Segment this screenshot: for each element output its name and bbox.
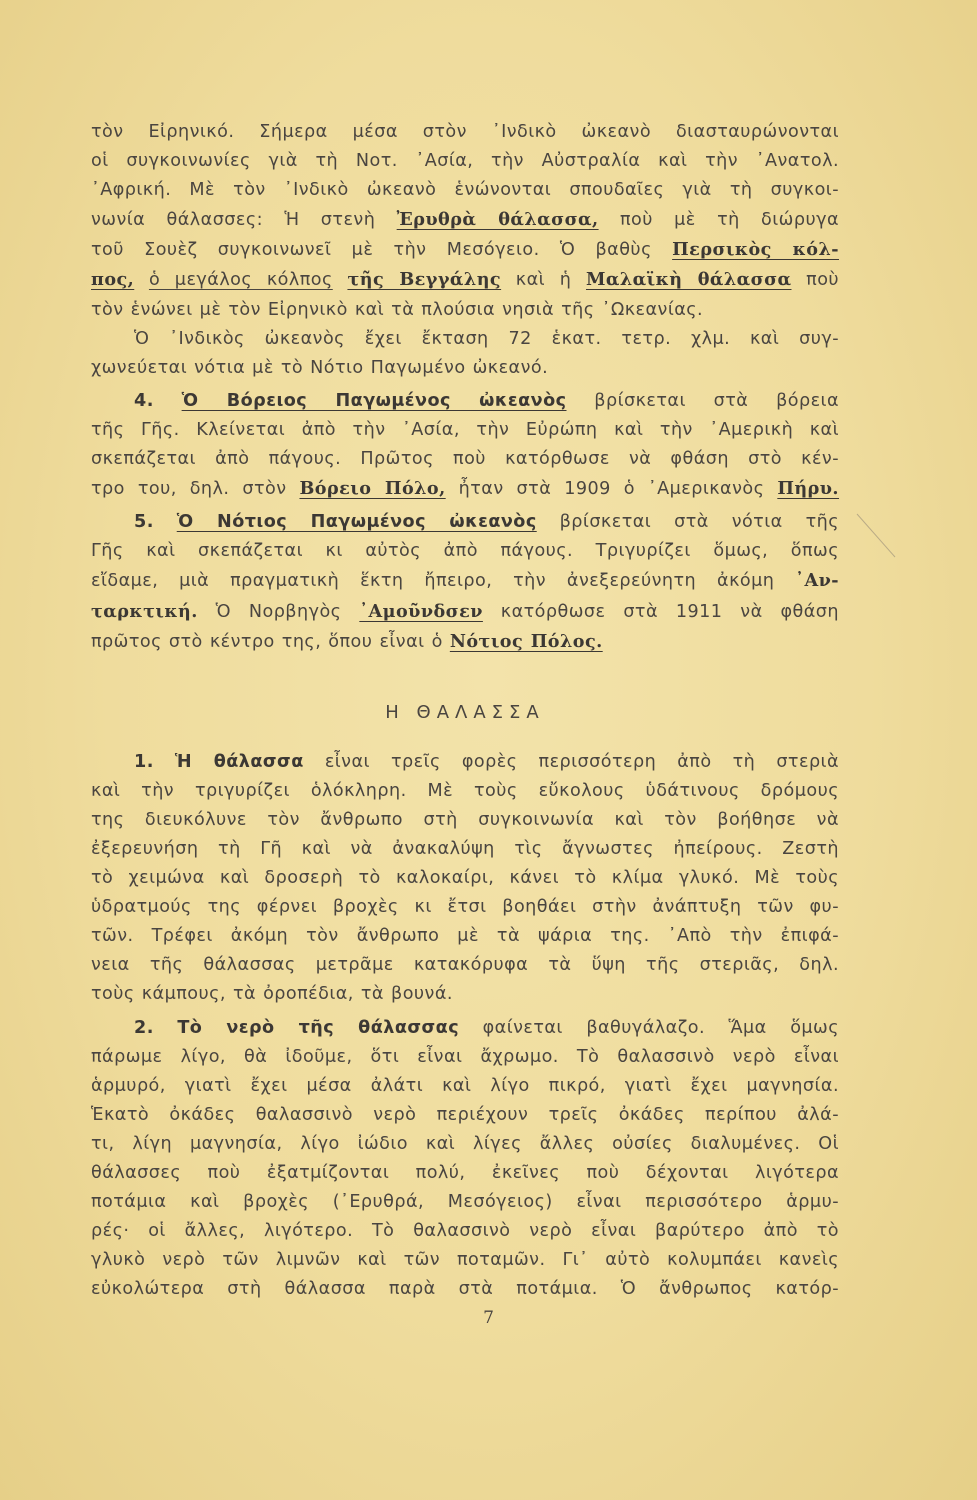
page-text (91, 118, 839, 1304)
text-line: 4. Ὁ Βόρειος Παγωμένος ὠκεανὸς βρίσκεται στὰ βόρεια (134, 390, 840, 411)
text-line: πος, ὁ μεγάλος κόλπος τῆς Βεγγάλης καὶ ἡ Μαλαϊκὴ θάλασσα ποὺ (91, 269, 840, 291)
section-heading: Η ΘΑΛΑΣΣΑ (385, 701, 545, 723)
text-line: εὐκολώτερα στὴ θάλασσα παρὰ στὰ ποτάμια. Ὁ ἄνθρωπος κατόρ- (91, 1279, 839, 1300)
term-bay-of-bengal: τῆς Βεγγάλης (347, 269, 502, 291)
term-north-pole: Βόρειο Πόλο, (299, 478, 446, 500)
text-line: χωνεύεται νότια μὲ τὸ Νότιο Παγωμένο ὠκεανό. (91, 357, 549, 378)
text-line: νεια τῆς θάλασσας μετρᾶμε κατακόρυφα τὰ ὕψη τῆς στεριᾶς, δηλ. (91, 955, 839, 976)
text-line: τὸ χειμώνα καὶ δροσερὴ τὸ καλοκαίρι, κάνει τὸ κλίμα γλυκό. Μὲ τοὺς (91, 868, 839, 889)
text-line: 1. Ἡ θάλασσα εἶναι τρεῖς φορὲς περισσότερη ἀπὸ τὴ στεριὰ (134, 751, 840, 772)
term-persian-gulf: Περσικὸς κόλ- (672, 239, 839, 261)
text-line: τοῦ Σουὲζ συγκοινωνεῖ μὲ τὴν Μεσόγειο. Ὁ βαθὺς Περσικὸς κόλ- (91, 239, 839, 261)
text-line: τῆς Γῆς. Κλείνεται ἀπὸ τὴν ᾽Ασία, τὴν Εὐρώπη καὶ τὴν ᾽Αμερικὴ καὶ (91, 419, 839, 440)
page-number: 7 (483, 1308, 494, 1328)
text-line: νωνία θάλασσες: Ἡ στενὴ Ἐρυθρὰ θάλασσα, ποὺ μὲ τὴ διώρυγα (91, 209, 840, 231)
text-line: πρῶτος στὸ κέντρο της, ὅπου εἶναι ὁ Νότιος Πόλος. (91, 630, 603, 652)
text-line: θάλασσες ποὺ ἐξατμίζονται πολύ, ἐκεῖνες ποὺ δέχονται λιγότερα (91, 1163, 839, 1183)
text-line: γλυκὸ νερὸ τῶν λιμνῶν καὶ τῶν ποταμῶν. Γι᾽ αὐτὸ κολυμπάει κανεὶς (91, 1250, 839, 1271)
text-line: 2. Τὸ νερὸ τῆς θάλασσας φαίνεται βαθυγάλαζο. Ἅμα ὅμως (134, 1017, 840, 1038)
text-line: 5. Ὁ Νότιος Παγωμένος ὠκεανὸς βρίσκεται στὰ νότια τῆς (134, 512, 839, 533)
text-line: ρές· οἱ ἄλλες, λιγότερο. Τὸ θαλασσινὸ νερὸ εἶναι βαρύτερο ἀπὸ τὸ (91, 1221, 839, 1242)
text-line: τὸν Εἰρηνικό. Σήμερα μέσα στὸν ᾽Ινδικὸ ὠκεανὸ διασταυρώνονται (91, 122, 839, 142)
term-antarctica: ᾽Αν- (795, 570, 839, 592)
term-south-pole: Νότιος Πόλος. (449, 630, 603, 652)
text-line: τοὺς κάμπους, τὰ ὀροπέδια, τὰ βουνά. (91, 984, 453, 1005)
term-malay-sea: Μαλαϊκὴ θάλασσα (585, 269, 792, 291)
text-line: οἱ συγκοινωνίες γιὰ τὴ Νοτ. ᾽Ασία, τὴν Αὐστραλία καὶ τὴν ᾽Ανατολ. (91, 151, 839, 172)
text-line: ἁρμυρό, γιατὶ ἔχει μέσα ἀλάτι καὶ λίγο πικρό, γιατὶ ἔχει μαγνησία. (91, 1075, 839, 1096)
term-sea-water: Τὸ νερὸ τῆς θάλασσας (177, 1017, 460, 1038)
text-line: ποτάμια καὶ βροχὲς (᾽Ερυθρά, Μεσόγειος) εἶναι περισσότερο ἁρμυ- (91, 1192, 839, 1213)
text-line: σκεπάζεται ἀπὸ πάγους. Πρῶτος ποὺ κατόρθωσε νὰ φθάση στὸ κέν- (91, 449, 839, 470)
text-line: Ἑκατὸ ὀκάδες θαλασσινὸ νερὸ περιέχουν τρεῖς ὀκάδες περίπου ἀλά- (91, 1104, 839, 1125)
text-line: τῶν. Τρέφει ἀκόμη τὸν ἄνθρωπο μὲ τὰ ψάρια της. ᾽Απὸ τὴν ἐπιφά- (91, 926, 839, 947)
text-line: Ὁ ᾽Ινδικὸς ὠκεανὸς ἔχει ἔκταση 72 ἑκατ. τετρ. χλμ. καὶ συγ- (134, 328, 839, 349)
term-the-sea: Ἡ θάλασσα (174, 751, 304, 772)
text-line: εἴδαμε, μιὰ πραγματικὴ ἕκτη ἤπειρο, τὴν ἀνεξερεύνητη ἀκόμη ᾽Αν- (91, 570, 839, 592)
text-line: ὑδρατμούς της φέρνει βροχὲς κι ἔτσι βοηθάει στὴν ἀνάπτυξη τῶν φυ- (91, 897, 839, 918)
term-amundsen: ᾽Αμοῦνδσεν (359, 600, 483, 622)
term-peary: Πήρυ. (777, 478, 840, 500)
text-line: ταρκτική. Ὁ Νορβηγὸς ᾽Αμοῦνδσεν κατόρθωσε στὰ 1911 νὰ φθάση (91, 600, 839, 622)
term-southern-ocean: Ὁ Νότιος Παγωμένος ὠκεανὸς (176, 512, 537, 533)
text-line: τρο του, δηλ. στὸν Βόρειο Πόλο, ἦταν στὰ 1909 ὁ ᾽Αμερικανὸς Πήρυ. (91, 478, 840, 500)
text-line: ᾽Αφρική. Μὲ τὸν ᾽Ινδικὸ ὠκεανὸ ἑνώνονται σπουδαῖες γιὰ τὴ συγκοι- (91, 180, 839, 201)
text-line: ἐξερευνήση τὴ Γῆ καὶ νὰ ἀνακαλύψη τὶς ἄγνωστες ἠπείρους. Ζεστὴ (91, 838, 839, 859)
term-red-sea: Ἐρυθρὰ θάλασσα, (396, 209, 599, 231)
text-line: Γῆς καὶ σκεπάζεται κι αὐτὸς ἀπὸ πάγους. Τριγυρίζει ὅμως, ὅπως (91, 541, 839, 562)
text-line: τὸν ἑνώνει μὲ τὸν Εἰρηνικὸ καὶ τὰ πλούσια νησιὰ τῆς ᾽Ωκεανίας. (91, 299, 704, 320)
text-line: της διευκόλυνε τὸν ἄνθρωπο στὴ συγκοινωνία καὶ τὸν βοήθησε νὰ (91, 809, 839, 830)
text-line: τι, λίγη μαγνησία, λίγο ἰώδιο καὶ λίγες ἄλλες οὐσίες διαλυμένες. Οἱ (91, 1133, 839, 1154)
pencil-mark (855, 512, 945, 582)
term-arctic-ocean: Ὁ Βόρειος Παγωμένος ὠκεανὸς (181, 390, 567, 411)
text-line: καὶ τὴν τριγυρίζει ὁλόκληρη. Μὲ τοὺς εὔκολους ὑδάτινους δρόμους (91, 780, 839, 801)
text-line: πάρωμε λίγο, θὰ ἰδοῦμε, ὅτι εἶναι ἄχρωμο. Τὸ θαλασσινὸ νερὸ εἶναι (91, 1046, 839, 1067)
